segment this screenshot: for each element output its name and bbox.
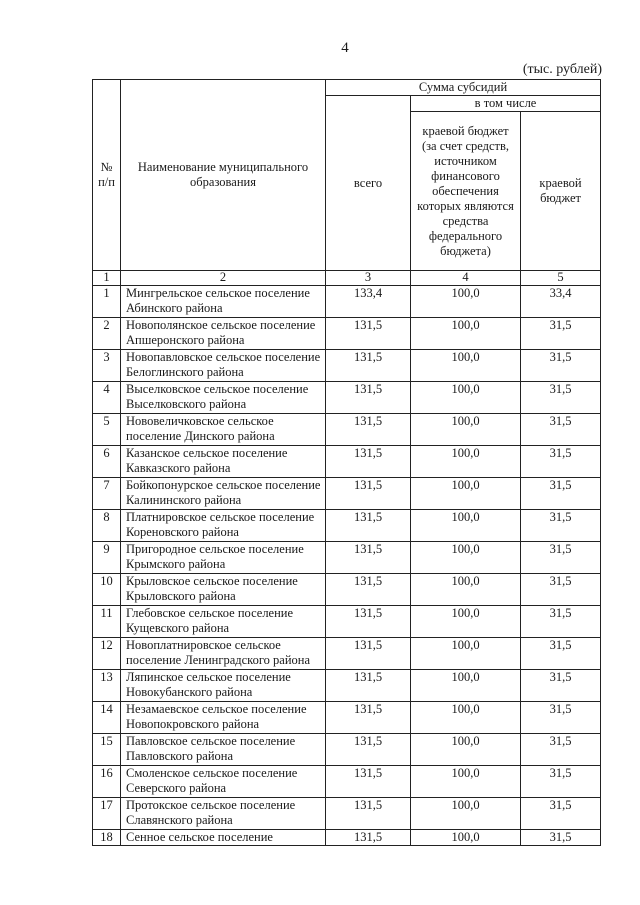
table-row [93, 382, 601, 414]
row-number: 16 [93, 766, 121, 798]
municipality-name: Протокское сельское поселение Славянского района [121, 798, 326, 830]
total-amount: 131,5 [326, 542, 411, 574]
table-row [93, 702, 601, 734]
regional-amount: 31,5 [521, 318, 601, 350]
header-including: в том числе [411, 96, 601, 112]
row-number: 4 [93, 382, 121, 414]
regional-amount: 31,5 [521, 670, 601, 702]
federal-amount: 100,0 [411, 638, 521, 670]
header-regional: краевой бюджет [521, 112, 601, 271]
row-number: 14 [93, 702, 121, 734]
table-row [93, 734, 601, 766]
row-number: 13 [93, 670, 121, 702]
regional-amount: 31,5 [521, 606, 601, 638]
column-index: 4 [411, 271, 521, 286]
row-number: 15 [93, 734, 121, 766]
municipality-name: Незамаевское сельское поселение Новопокровского района [121, 702, 326, 734]
municipality-name: Платнировское сельское поселение Кореновского района [121, 510, 326, 542]
column-index-row [93, 271, 601, 286]
total-amount: 131,5 [326, 414, 411, 446]
table-row [93, 350, 601, 382]
regional-amount: 31,5 [521, 734, 601, 766]
total-amount: 131,5 [326, 478, 411, 510]
column-index: 1 [93, 271, 121, 286]
column-index: 3 [326, 271, 411, 286]
table-row [93, 766, 601, 798]
municipality-name: Пригородное сельское поселение Крымского района [121, 542, 326, 574]
row-number: 1 [93, 286, 121, 318]
total-amount: 131,5 [326, 830, 411, 846]
row-number: 10 [93, 574, 121, 606]
municipality-name: Нововеличковское сельское поселение Динского района [121, 414, 326, 446]
total-amount: 131,5 [326, 670, 411, 702]
row-number: 17 [93, 798, 121, 830]
municipality-name: Крыловское сельское поселение Крыловского района [121, 574, 326, 606]
federal-amount: 100,0 [411, 734, 521, 766]
units-label: (тыс. рублей) [522, 62, 602, 77]
regional-amount: 33,4 [521, 286, 601, 318]
row-number: 11 [93, 606, 121, 638]
row-number: 18 [93, 830, 121, 846]
total-amount: 131,5 [326, 318, 411, 350]
federal-amount: 100,0 [411, 478, 521, 510]
row-number: 3 [93, 350, 121, 382]
federal-amount: 100,0 [411, 510, 521, 542]
total-amount: 131,5 [326, 446, 411, 478]
regional-amount: 31,5 [521, 798, 601, 830]
total-amount: 131,5 [326, 734, 411, 766]
total-amount: 131,5 [326, 574, 411, 606]
row-number: 2 [93, 318, 121, 350]
regional-amount: 31,5 [521, 542, 601, 574]
subsidy-table-body [93, 80, 601, 846]
row-number: 8 [93, 510, 121, 542]
municipality-name: Новопавловское сельское поселение Белоглинского района [121, 350, 326, 382]
regional-amount: 31,5 [521, 830, 601, 846]
municipality-name: Смоленское сельское поселение Северского района [121, 766, 326, 798]
table-row [93, 446, 601, 478]
regional-amount: 31,5 [521, 574, 601, 606]
regional-amount: 31,5 [521, 478, 601, 510]
table-row [93, 478, 601, 510]
table-row [93, 542, 601, 574]
row-number: 9 [93, 542, 121, 574]
total-amount: 131,5 [326, 606, 411, 638]
regional-amount: 31,5 [521, 382, 601, 414]
table-row [93, 414, 601, 446]
column-index: 5 [521, 271, 601, 286]
municipality-name: Павловское сельское поселение Павловского района [121, 734, 326, 766]
federal-amount: 100,0 [411, 446, 521, 478]
header-subsidy-sum: Сумма субсидий [326, 80, 601, 96]
federal-amount: 100,0 [411, 670, 521, 702]
municipality-name: Сенное сельское поселение [121, 830, 326, 846]
total-amount: 133,4 [326, 286, 411, 318]
total-amount: 131,5 [326, 382, 411, 414]
federal-amount: 100,0 [411, 702, 521, 734]
table-row [93, 638, 601, 670]
regional-amount: 31,5 [521, 766, 601, 798]
total-amount: 131,5 [326, 798, 411, 830]
federal-amount: 100,0 [411, 606, 521, 638]
total-amount: 131,5 [326, 702, 411, 734]
municipality-name: Новоплатнировское сельское поселение Ленинградского района [121, 638, 326, 670]
header-name: Наименование муниципального образования [121, 80, 326, 271]
federal-amount: 100,0 [411, 414, 521, 446]
regional-amount: 31,5 [521, 702, 601, 734]
table-row [93, 670, 601, 702]
regional-amount: 31,5 [521, 350, 601, 382]
table-row [93, 574, 601, 606]
federal-amount: 100,0 [411, 798, 521, 830]
municipality-name: Ляпинское сельское поселение Новокубанского района [121, 670, 326, 702]
header-num: № п/п [93, 80, 121, 271]
row-number: 6 [93, 446, 121, 478]
municipality-name: Бойкопонурское сельское поселение Калининского района [121, 478, 326, 510]
total-amount: 131,5 [326, 510, 411, 542]
table-row [93, 606, 601, 638]
table-row [93, 510, 601, 542]
table-row [93, 798, 601, 830]
regional-amount: 31,5 [521, 638, 601, 670]
total-amount: 131,5 [326, 766, 411, 798]
municipality-name: Глебовское сельское поселение Кущевского района [121, 606, 326, 638]
municipality-name: Казанское сельское поселение Кавказского района [121, 446, 326, 478]
header-row [93, 80, 601, 96]
header-regional-federal: краевой бюджет (за счет средств, источником финансового обеспечения которых являются средства федерального бюджета) [411, 112, 521, 271]
total-amount: 131,5 [326, 638, 411, 670]
table-row [93, 318, 601, 350]
federal-amount: 100,0 [411, 318, 521, 350]
row-number: 5 [93, 414, 121, 446]
municipality-name: Новополянское сельское поселение Апшеронского района [121, 318, 326, 350]
federal-amount: 100,0 [411, 350, 521, 382]
regional-amount: 31,5 [521, 510, 601, 542]
federal-amount: 100,0 [411, 542, 521, 574]
row-number: 7 [93, 478, 121, 510]
table-row [93, 830, 601, 846]
federal-amount: 100,0 [411, 574, 521, 606]
column-index: 2 [121, 271, 326, 286]
table-row [93, 286, 601, 318]
federal-amount: 100,0 [411, 286, 521, 318]
total-amount: 131,5 [326, 350, 411, 382]
row-number: 12 [93, 638, 121, 670]
subsidy-table [92, 79, 601, 846]
federal-amount: 100,0 [411, 830, 521, 846]
regional-amount: 31,5 [521, 446, 601, 478]
header-total: всего [326, 96, 411, 271]
municipality-name: Мингрельское сельское поселение Абинского района [121, 286, 326, 318]
page-number: 4 [341, 40, 349, 56]
regional-amount: 31,5 [521, 414, 601, 446]
federal-amount: 100,0 [411, 382, 521, 414]
federal-amount: 100,0 [411, 766, 521, 798]
municipality-name: Выселковское сельское поселение Выселковского района [121, 382, 326, 414]
